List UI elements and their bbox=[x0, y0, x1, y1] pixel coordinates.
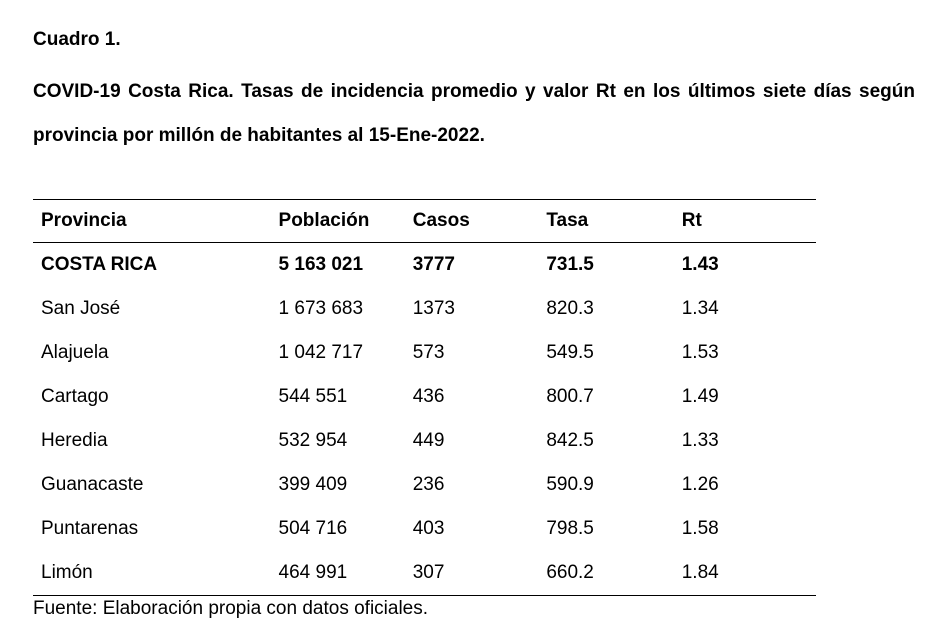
table-row bbox=[33, 463, 816, 507]
cell-provincia: Puntarenas bbox=[41, 518, 139, 539]
table-row bbox=[33, 419, 816, 463]
column-header-tasa: Tasa bbox=[546, 200, 681, 243]
cell-rt: 1.58 bbox=[681, 518, 719, 539]
cell-provincia: COSTA RICA bbox=[41, 254, 158, 275]
table-row bbox=[33, 331, 816, 375]
cell-provincia: Cartago bbox=[41, 386, 109, 407]
cell-rt: 1.26 bbox=[681, 474, 719, 495]
cell-casos: 1373 bbox=[412, 298, 456, 319]
table-row-total bbox=[33, 243, 816, 288]
cell-tasa: 590.9 bbox=[546, 474, 594, 495]
cell-poblacion: 1 042 717 bbox=[278, 342, 364, 363]
cell-provincia: Heredia bbox=[41, 430, 108, 451]
column-header-casos: Casos bbox=[413, 200, 547, 243]
cell-casos: 236 bbox=[412, 474, 445, 495]
cell-provincia: Guanacaste bbox=[41, 474, 144, 495]
cell-tasa: 549.5 bbox=[546, 342, 594, 363]
cell-tasa: 798.5 bbox=[546, 518, 594, 539]
cell-provincia: Alajuela bbox=[41, 342, 109, 363]
cell-provincia: San José bbox=[41, 298, 121, 319]
cell-poblacion: 1 673 683 bbox=[278, 298, 364, 319]
cell-casos: 449 bbox=[412, 430, 445, 451]
cell-rt: 1.49 bbox=[681, 386, 719, 407]
source-note: Fuente: Elaboración propia con datos oficiales. bbox=[33, 598, 429, 619]
cell-casos: 403 bbox=[412, 518, 445, 539]
table-header-row bbox=[33, 200, 816, 243]
cell-tasa: 660.2 bbox=[546, 551, 681, 596]
cell-provincia: Limón bbox=[33, 551, 279, 596]
cell-casos: 573 bbox=[412, 342, 445, 363]
table-caption-label: Cuadro 1. bbox=[33, 29, 121, 50]
table-row bbox=[33, 287, 816, 331]
table-caption-title: COVID-19 Costa Rica. Tasas de incidencia promedio y valor Rt en los últimos siete días según provincia por millón de habitantes al 15-Ene-2022. bbox=[33, 81, 915, 146]
cell-poblacion: 464 991 bbox=[279, 551, 413, 596]
table-row bbox=[33, 551, 816, 596]
column-header-rt: Rt bbox=[682, 200, 816, 243]
cell-casos: 3777 bbox=[412, 254, 456, 275]
cell-rt: 1.53 bbox=[681, 342, 719, 363]
cell-poblacion: 399 409 bbox=[278, 474, 348, 495]
cell-tasa: 820.3 bbox=[546, 298, 594, 319]
cell-casos: 307 bbox=[413, 551, 547, 596]
cell-poblacion: 544 551 bbox=[278, 386, 348, 407]
column-header-poblacion: Población bbox=[279, 200, 413, 243]
table-row bbox=[33, 507, 816, 551]
cell-tasa: 731.5 bbox=[546, 254, 594, 275]
cell-tasa: 800.7 bbox=[546, 386, 594, 407]
cell-rt: 1.84 bbox=[682, 551, 816, 596]
cell-tasa: 842.5 bbox=[546, 430, 594, 451]
cell-rt: 1.43 bbox=[681, 254, 719, 275]
cell-poblacion: 5 163 021 bbox=[278, 254, 364, 275]
table-row bbox=[33, 375, 816, 419]
cell-poblacion: 532 954 bbox=[278, 430, 348, 451]
cell-rt: 1.34 bbox=[681, 298, 719, 319]
cell-casos: 436 bbox=[412, 386, 445, 407]
cell-poblacion: 504 716 bbox=[278, 518, 348, 539]
incidence-table bbox=[33, 199, 816, 596]
column-header-provincia: Provincia bbox=[33, 200, 279, 243]
cell-rt: 1.33 bbox=[681, 430, 719, 451]
